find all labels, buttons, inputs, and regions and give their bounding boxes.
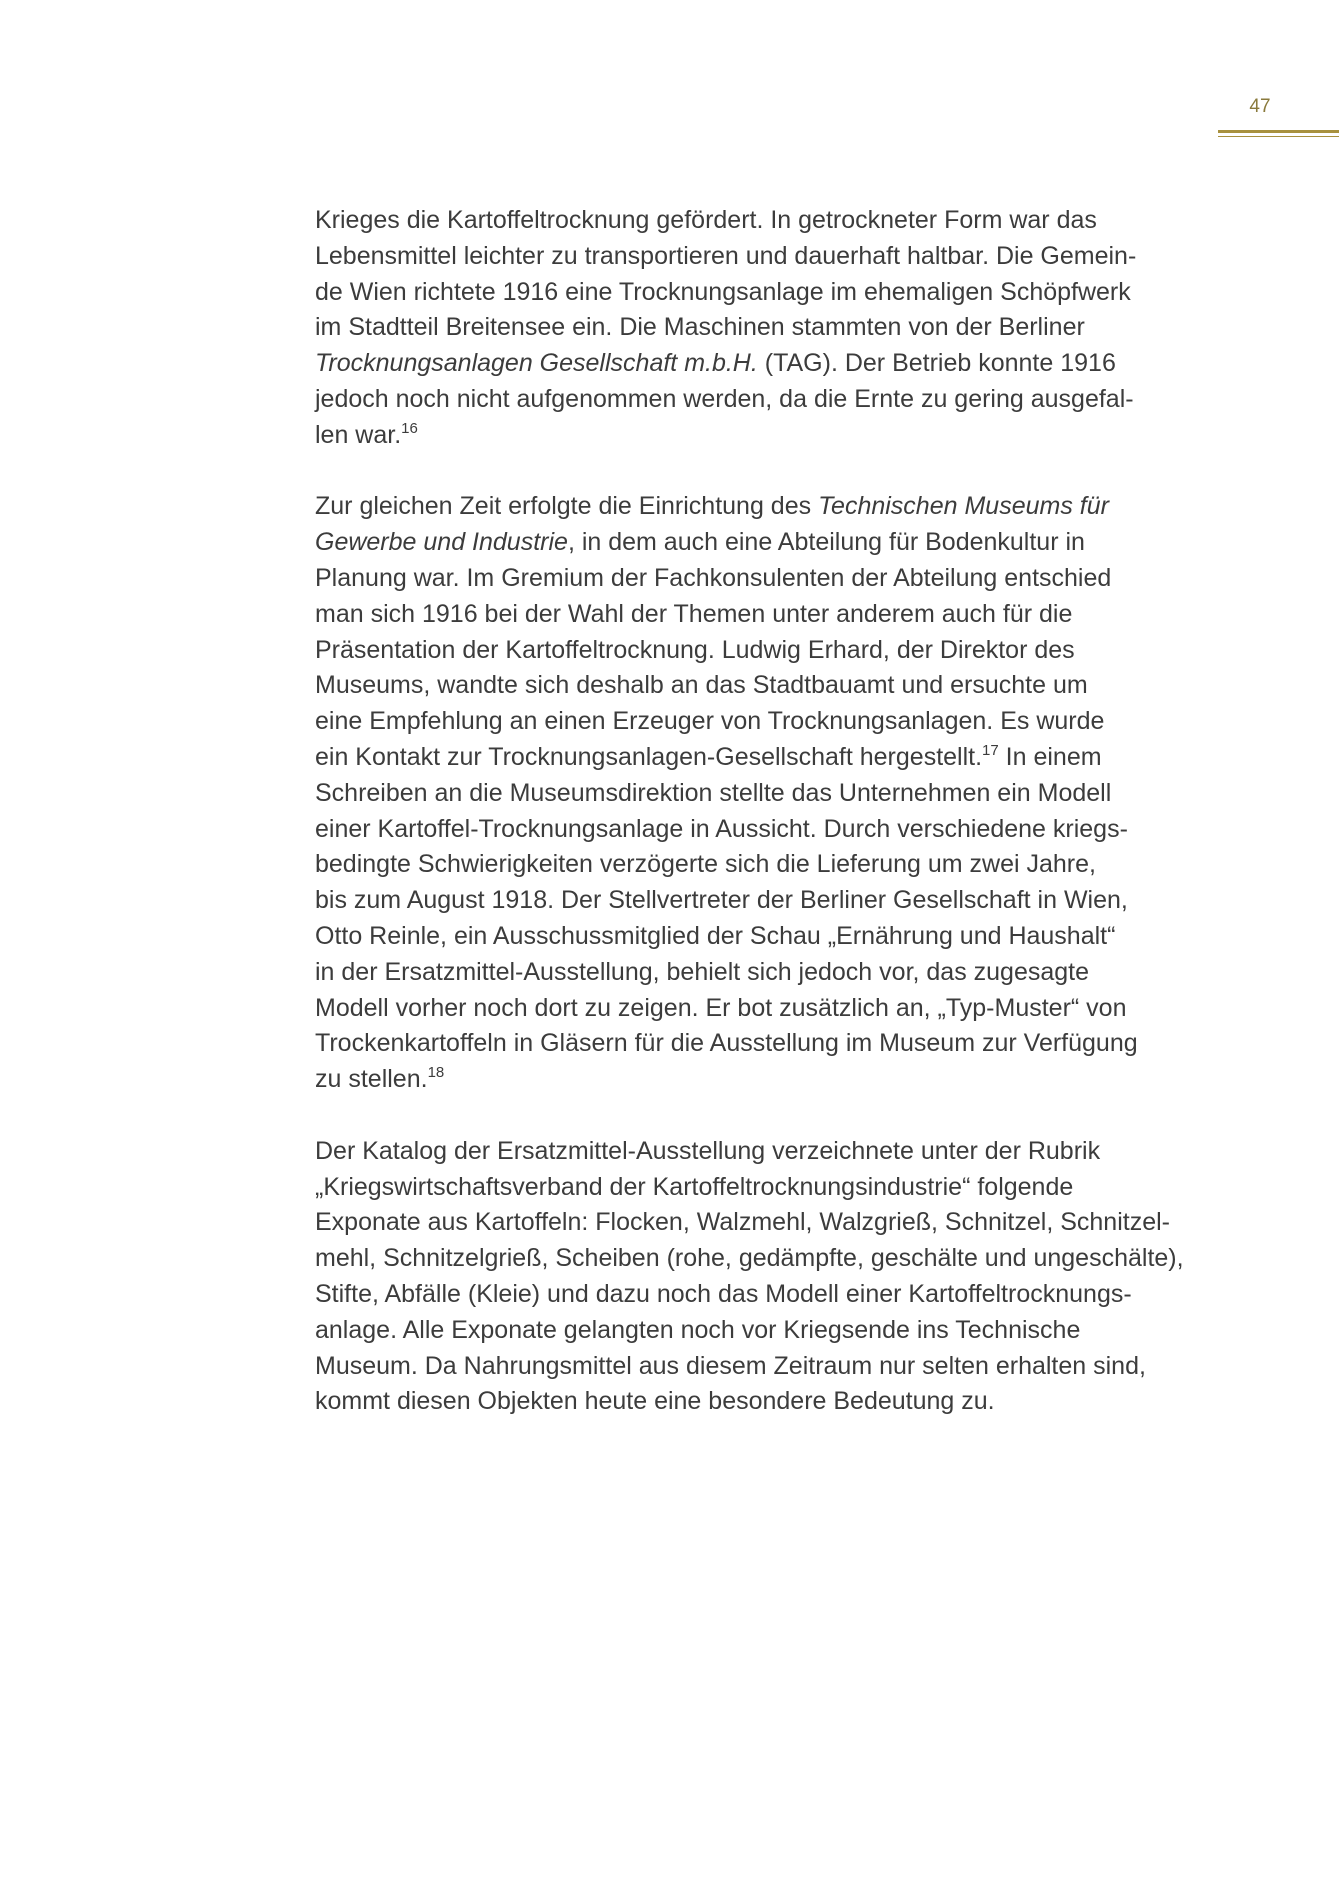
text-run: anlage. Alle Exponate gelangten noch vor Kriegsende ins Technische: [315, 1315, 1081, 1344]
text-run: mehl, Schnitzelgrieß, Scheiben (rohe, gedämpfte, geschälte und ungeschälte),: [315, 1244, 1184, 1273]
text-run: Otto Reinle, ein Ausschussmitglied der Schau „Ernährung und Haushalt“: [315, 921, 1116, 950]
text-run: kommt diesen Objekten heute eine besondere Bedeutung zu.: [315, 1387, 995, 1416]
text-line: [315, 1277, 1215, 1313]
text-line: [315, 883, 1215, 919]
text-line: [315, 418, 1215, 454]
text-line: [315, 1170, 1215, 1206]
text-run: Stifte, Abfälle (Kleie) und dazu noch das Modell einer Kartoffeltrocknungs-: [315, 1279, 1132, 1308]
text-run: in der Ersatzmittel-Ausstellung, behielt sich jedoch vor, das zugesagte: [315, 957, 1090, 986]
header-rule-thin: [1218, 136, 1339, 137]
text-run: Trockenkartoffeln in Gläsern für die Ausstellung im Museum zur Verfügung: [315, 1029, 1138, 1058]
italic-text: Trocknungsanlagen Gesellschaft m.b.H.: [315, 349, 758, 378]
text-line: [315, 740, 1215, 776]
text-line: [315, 704, 1215, 740]
text-run: jedoch noch nicht aufgenommen werden, da die Ernte zu gering ausgefal-: [315, 384, 1134, 413]
text-run: (TAG). Der Betrieb konnte 1916: [757, 349, 1116, 378]
text-line: [315, 239, 1215, 275]
text-run: Modell vorher noch dort zu zeigen. Er bot zusätzlich an, „Typ-Muster“ von: [315, 993, 1127, 1022]
text-run: im Stadtteil Breitensee ein. Die Maschinen stammten von der Berliner: [315, 313, 1085, 342]
text-run: Exponate aus Kartoffeln: Flocken, Walzmehl, Walzgrieß, Schnitzel, Schnitzel-: [315, 1208, 1170, 1237]
text-line: [315, 847, 1215, 883]
text-run: einer Kartoffel-Trocknungsanlage in Aussicht. Durch verschiedene kriegs-: [315, 814, 1128, 843]
text-line: [315, 812, 1215, 848]
text-line: [315, 203, 1215, 239]
text-run: bedingte Schwierigkeiten verzögerte sich die Lieferung um zwei Jahre,: [315, 850, 1096, 879]
text-line: [315, 776, 1215, 812]
page-number: 47: [1249, 96, 1271, 117]
text-run: man sich 1916 bei der Wahl der Themen unter anderem auch für die: [315, 599, 1073, 628]
italic-text: Gewerbe und Industrie: [315, 528, 568, 557]
text-run: len war.: [315, 420, 402, 449]
text-line: [315, 597, 1215, 633]
footnote-ref: 18: [427, 1064, 445, 1082]
body-text: [315, 203, 1215, 1456]
text-line: [315, 1134, 1215, 1170]
text-line: [315, 1205, 1215, 1241]
text-run: Der Katalog der Ersatzmittel-Ausstellung verzeichnete unter der Rubrik: [315, 1136, 1101, 1165]
text-run: „Kriegswirtschaftsverband der Kartoffeltrocknungsindustrie“ folgende: [315, 1172, 1074, 1201]
text-run: Museums, wandte sich deshalb an das Stadtbauamt und ersuchte um: [315, 671, 1088, 700]
paragraph: [315, 203, 1215, 454]
text-run: In einem: [998, 742, 1102, 771]
text-run: zu stellen.: [315, 1065, 428, 1094]
paragraph: [315, 1134, 1215, 1420]
text-line: [315, 991, 1215, 1027]
text-run: Lebensmittel leichter zu transportieren und dauerhaft haltbar. Die Gemein-: [315, 241, 1137, 270]
text-line: [315, 668, 1215, 704]
text-line: [315, 633, 1215, 669]
text-line: [315, 561, 1215, 597]
text-line: [315, 1062, 1215, 1098]
text-run: Präsentation der Kartoffeltrocknung. Ludwig Erhard, der Direktor des: [315, 635, 1075, 664]
text-line: [315, 1384, 1215, 1420]
text-run: Museum. Da Nahrungsmittel aus diesem Zeitraum nur selten erhalten sind,: [315, 1351, 1146, 1380]
text-line: [315, 919, 1215, 955]
text-line: [315, 1241, 1215, 1277]
text-run: eine Empfehlung an einen Erzeuger von Trocknungsanlagen. Es wurde: [315, 707, 1105, 736]
text-line: [315, 275, 1215, 311]
text-line: [315, 310, 1215, 346]
text-line: [315, 489, 1215, 525]
text-run: Planung war. Im Gremium der Fachkonsulenten der Abteilung entschied: [315, 563, 1112, 592]
text-line: [315, 525, 1215, 561]
text-line: [315, 1313, 1215, 1349]
italic-text: Technischen Museums für: [818, 492, 1109, 521]
text-run: Krieges die Kartoffeltrocknung gefördert. In getrockneter Form war das: [315, 206, 1097, 234]
header-rule: [1218, 130, 1339, 133]
text-line: [315, 955, 1215, 991]
text-run: Zur gleichen Zeit erfolgte die Einrichtung des: [315, 492, 819, 521]
text-line: [315, 382, 1215, 418]
text-run: Schreiben an die Museumsdirektion stellte das Unternehmen ein Modell: [315, 778, 1112, 807]
footnote-ref: 16: [401, 419, 418, 437]
footnote-ref: 17: [982, 741, 999, 759]
paragraph: [315, 489, 1215, 1098]
text-line: [315, 346, 1215, 382]
text-run: bis zum August 1918. Der Stellvertreter der Berliner Gesellschaft in Wien,: [315, 886, 1128, 915]
text-run: ein Kontakt zur Trocknungsanlagen-Gesellschaft hergestellt.: [315, 742, 983, 771]
text-run: de Wien richtete 1916 eine Trocknungsanlage im ehemaligen Schöpfwerk: [315, 277, 1131, 306]
text-line: [315, 1026, 1215, 1062]
text-line: [315, 1349, 1215, 1385]
text-run: , in dem auch eine Abteilung für Bodenkultur in: [567, 528, 1085, 557]
